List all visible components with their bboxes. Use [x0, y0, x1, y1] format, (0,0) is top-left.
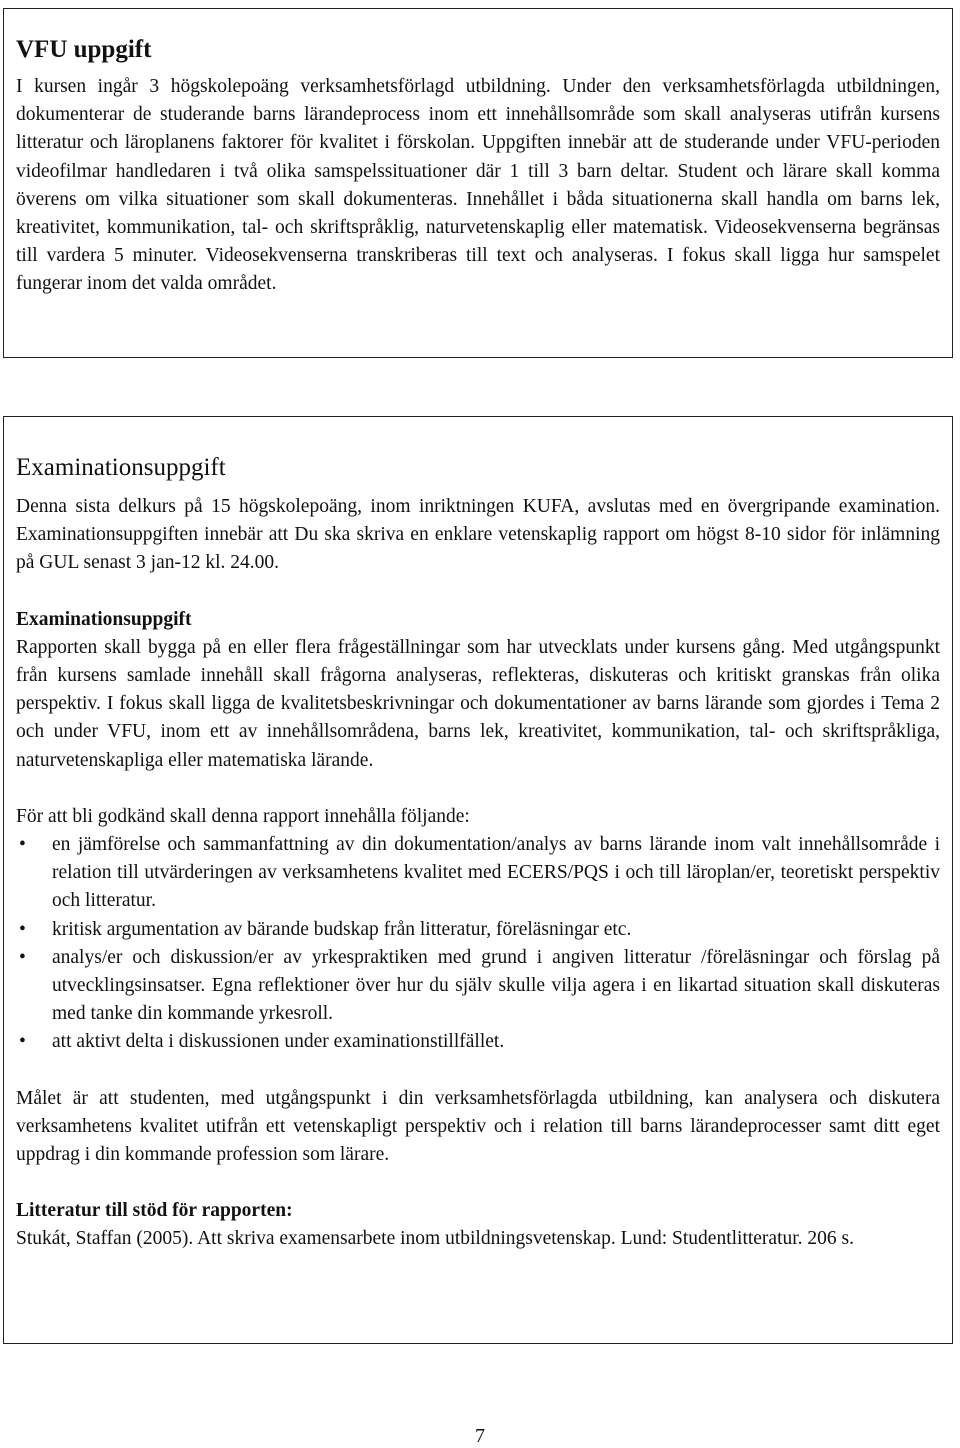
requirement-item [16, 944, 940, 1029]
spacer [16, 578, 940, 606]
requirements-list [16, 831, 940, 1057]
bullet-icon: • [19, 918, 26, 940]
spacer [16, 775, 940, 803]
literature-heading: Litteratur till stöd för rapporten: [16, 1200, 293, 1222]
requirements-intro: För att bli godkänd skall denna rapport innehålla följande: [16, 805, 470, 827]
examination-intro-paragraph: Denna sista delkurs på 15 högskolepoäng, inom inriktningen KUFA, avslutas med en övergripande examination. Examinationsuppgiften innebär att Du ska skriva en enklare vetenskaplig rapport om högst 8-10 sidor för inlämning på GUL senast 3 jan-12 kl. 24.00. [16, 496, 940, 574]
spacer [16, 1057, 940, 1085]
examination-section-box [3, 416, 953, 1344]
requirement-text: en jämförelse och sammanfattning av din dokumentation/analys av barns lärande inom valt innehållsområde i relation till utvärderingen av verksamhetens kvalitet med ECERS/PQS i och till läroplan/er, teoretiskt perspektiv och litteratur. [52, 834, 940, 912]
bullet-icon: • [19, 834, 26, 856]
examination-subheading: Examinationsuppgift [16, 608, 192, 630]
goal-paragraph: Målet är att studenten, med utgångspunkt i din verksamhetsförlagda utbildning, kan analysera och diskutera verksamhetens kvalitet utifrån ett vetenskapligt perspektiv och i relation till barns lärandeprocesser samt ditt eget uppdrag i din kommande profession som lärare. [16, 1087, 940, 1166]
bullet-icon: • [19, 1031, 26, 1053]
requirement-item [16, 916, 940, 944]
spacer [16, 1169, 940, 1197]
requirement-item [16, 1028, 940, 1056]
requirement-item [16, 831, 940, 916]
examination-description-paragraph: Rapporten skall bygga på en eller flera frågeställningar som har utvecklats under kursens gång. Med utgångspunkt från kursens samlade innehåll skall frågorna analyseras, reflekteras, diskuteras och kritiskt granskas från olika perspektiv. I fokus skall ligga de kvalitetsbeskrivningar och dokumentationer av barns lärande som gjordes i Tema 2 och under VFU, inom ett av innehållsområdena, barns lek, kreativitet, kommunikation, tal- och skriftspråkliga, naturvetenskapliga eller matematiska lärande. [16, 636, 940, 771]
requirement-text: analys/er och diskussion/er av yrkespraktiken med grund i angiven litteratur /föreläsningar och förslag på utvecklingsinsatser. Egna reflektioner över hur du själv skulle vilja agera i en likartad situation skall diskuteras med tanke din kommande yrkesroll. [52, 946, 940, 1025]
requirement-text: kritisk argumentation av bärande budskap från litteratur, föreläsningar etc. [52, 918, 632, 940]
vfu-section-title: VFU uppgift [16, 36, 152, 63]
page-number: 7 [475, 1425, 485, 1447]
requirement-text: att aktivt delta i diskussionen under examinationstillfället. [52, 1031, 505, 1053]
vfu-section-box [3, 8, 953, 358]
examination-section-title: Examinationsuppgift [16, 454, 226, 481]
bullet-icon: • [19, 946, 26, 968]
literature-reference: Stukát, Staffan (2005). Att skriva examensarbete inom utbildningsvetenskap. Lund: Studentlitteratur. 206 s. [16, 1228, 855, 1250]
vfu-section-body: I kursen ingår 3 högskolepoäng verksamhetsförlagd utbildning. Under den verksamhetsförlagda utbildningen, dokumenterar de studerande barns lärandeprocess inom ett innehållsområde som skall analyseras utifrån kursens litteratur och läroplanens faktorer för kvalitet i förskolan. Uppgiften innebär att de studerande under VFU-perioden videofilmar handledaren i två olika samspelssituationer där 1 till 3 barn deltar. Student och lärare skall komma överens om vilka situationer som skall dokumenteras. Innehållet i båda situationerna skall handla om barns lek, kreativitet, kommunikation, tal- och skriftspråklig, naturvetenskaplig eller matematisk. Videosekvenserna begränsas till vardera 5 minuter. Videosekvenserna transkriberas till text och analyseras. I fokus skall ligga hur samspelet fungerar inom det valda området. [16, 76, 940, 295]
